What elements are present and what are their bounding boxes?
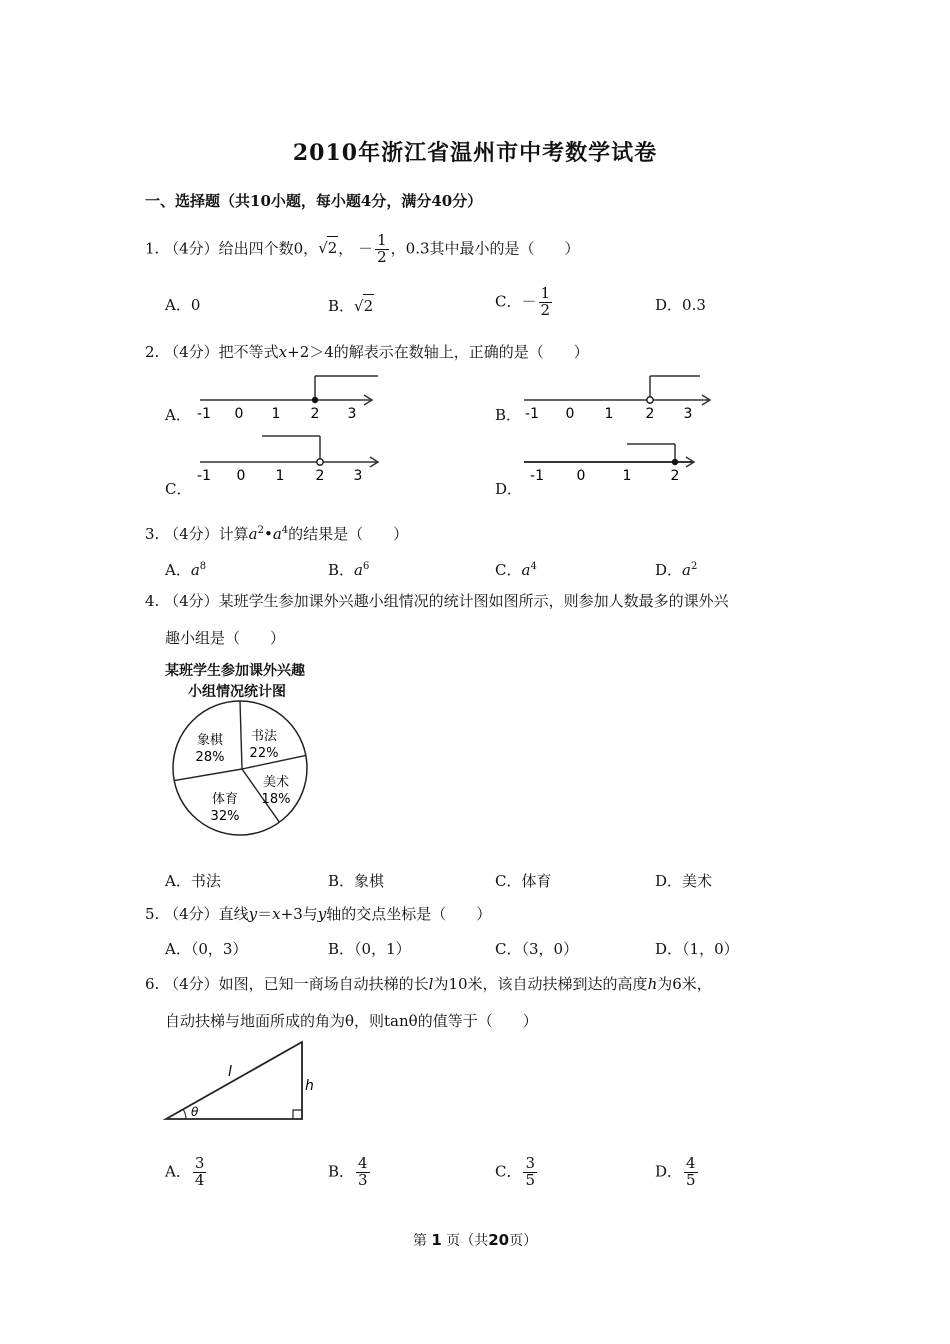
page-number: 1 xyxy=(431,1231,442,1249)
q5-option-a[interactable]: A．（0，3） xyxy=(165,940,248,958)
question-3: 3. （4分）计算$a^2•a^4$的结果是（ ） xyxy=(145,525,409,543)
slice-label-xiangqi: 象棋 xyxy=(196,733,224,748)
question-number: 3. xyxy=(145,525,160,543)
tick-label: -1 xyxy=(530,468,544,484)
question-score: （4分） xyxy=(164,239,219,258)
question-number: 1. xyxy=(145,239,160,258)
page-total: 20 xyxy=(488,1231,510,1249)
label-h: h xyxy=(305,1078,314,1094)
question-number: 6. xyxy=(145,975,160,993)
question-score: （4分） xyxy=(164,343,219,361)
slice-value-tiyu: 32% xyxy=(210,809,240,824)
page-footer: 第 1 页（共20页） xyxy=(412,1231,538,1249)
tick-label: -1 xyxy=(197,406,211,422)
q1-option-d[interactable]: D．0.3 xyxy=(655,296,706,314)
sqrt-expression: √2 xyxy=(318,236,338,259)
question-score: （4分） xyxy=(164,525,219,543)
tick-label: 0 xyxy=(234,406,244,422)
slice-label-tiyu: 体育 xyxy=(211,792,239,807)
q6-option-a[interactable]: A． $\frac{3}{4}$ xyxy=(165,1154,205,1189)
escalator-triangle xyxy=(160,1036,320,1126)
pie-chart-title-2: 小组情况统计图 xyxy=(188,684,286,700)
label-theta: θ xyxy=(191,1105,199,1119)
q6-option-c[interactable]: C． $\frac{3}{5}$ xyxy=(495,1154,536,1189)
q6-option-d[interactable]: D． $\frac{4}{5}$ xyxy=(655,1154,696,1189)
q4-option-d[interactable]: D．美术 xyxy=(655,872,713,890)
slice-label-shufa: 书法 xyxy=(250,729,278,744)
question-5: 5. （4分）直线y＝x+3与y轴的交点坐标是（ ） xyxy=(145,905,492,923)
q3-option-c[interactable]: C．$a^4$ xyxy=(495,561,537,579)
question-score: （4分） xyxy=(164,975,219,993)
question-number: 2. xyxy=(145,343,160,361)
question-6: 6. （4分）如图，已知一商场自动扶梯的长l为10米，该自动扶梯到达的高度h为6米， xyxy=(145,975,712,993)
q2-option-a[interactable]: A． xyxy=(165,406,191,424)
question-2: 2. （4分）把不等式x+2＞4的解表示在数轴上，正确的是（ ） xyxy=(145,343,589,361)
question-number: 4. xyxy=(145,592,160,610)
q5-option-c[interactable]: C．（3，0） xyxy=(495,940,579,958)
tick-label: 2 xyxy=(670,468,680,484)
pie-slice-boundary xyxy=(174,769,242,781)
tick-label: 0 xyxy=(236,468,246,484)
q4-option-b[interactable]: B．象棋 xyxy=(328,872,385,890)
tick-label: -1 xyxy=(197,468,211,484)
q2-option-d[interactable]: D． xyxy=(495,480,523,498)
tick-label: 2 xyxy=(645,406,655,422)
pie-slice-boundary xyxy=(240,701,242,769)
q4-option-a[interactable]: A．书法 xyxy=(165,872,221,890)
slice-label-meishu: 美术 xyxy=(262,775,290,790)
tick-label: -1 xyxy=(525,406,539,422)
question-text: 给出四个数0， xyxy=(218,239,319,258)
tick-label: 0 xyxy=(576,468,586,484)
tick-label: 2 xyxy=(315,468,325,484)
question-text: ，0.3其中最小的是（ ） xyxy=(390,239,580,258)
question-score: （4分） xyxy=(164,905,219,923)
q3-option-a[interactable]: A．$a^8$ xyxy=(165,561,207,579)
number-line-c[interactable] xyxy=(190,428,390,490)
q1-option-b[interactable]: B．√2 xyxy=(328,294,374,317)
number-line-b[interactable] xyxy=(520,368,720,428)
q1-option-c[interactable]: C．－ $\frac{1}{2}$ xyxy=(495,284,551,319)
q2-option-c[interactable]: C． xyxy=(165,480,192,498)
question-4-cont: 趣小组是（ ） xyxy=(165,629,286,647)
paper-title: 2010年浙江省温州市中考数学试卷 xyxy=(292,140,658,166)
q4-option-c[interactable]: C．体育 xyxy=(495,872,552,890)
q3-option-b[interactable]: B．$a^6$ xyxy=(328,561,370,579)
question-1: 1. （4分）给出四个数0，√2， － $\frac{1}{2}$ ，0.3其中最小的是（ ） xyxy=(145,231,580,266)
tick-label: 3 xyxy=(347,406,357,422)
open-point xyxy=(647,397,653,403)
tick-label: 3 xyxy=(353,468,363,484)
tick-label: 1 xyxy=(271,406,281,422)
slice-value-xiangqi: 28% xyxy=(195,750,225,765)
tick-label: 0 xyxy=(565,406,575,422)
tick-label: 2 xyxy=(310,406,320,422)
tick-label: 1 xyxy=(622,468,632,484)
number-line-a[interactable] xyxy=(190,368,390,428)
slice-value-meishu: 18% xyxy=(261,792,291,807)
q6-option-b[interactable]: B． $\frac{4}{3}$ xyxy=(328,1154,368,1189)
q5-option-b[interactable]: B．（0，1） xyxy=(328,940,411,958)
fraction: $\frac{1}{2}$ xyxy=(377,231,387,266)
label-l: l xyxy=(228,1064,232,1080)
closed-point xyxy=(312,397,318,403)
open-point xyxy=(317,459,323,465)
q1-option-a[interactable]: A．0 xyxy=(165,296,201,314)
pie-chart-title-1: 某班学生参加课外兴趣 xyxy=(165,663,305,679)
section-heading: 一、选择题（共10小题，每小题4分，满分40分） xyxy=(145,192,483,210)
closed-point xyxy=(672,459,678,465)
tick-label: 3 xyxy=(683,406,693,422)
pie-chart xyxy=(160,700,320,840)
tick-label: 1 xyxy=(604,406,614,422)
tick-label: 1 xyxy=(275,468,285,484)
slice-value-shufa: 22% xyxy=(249,746,279,761)
q5-option-d[interactable]: D．（1，0） xyxy=(655,940,739,958)
question-score: （4分） xyxy=(164,592,219,610)
q2-option-b[interactable]: B． xyxy=(495,406,522,424)
question-4: 4. （4分）某班学生参加课外兴趣小组情况的统计图如图所示，则参加人数最多的课外兴 xyxy=(145,592,729,610)
number-line-d[interactable] xyxy=(520,434,705,490)
question-number: 5. xyxy=(145,905,160,923)
q3-option-d[interactable]: D．$a^2$ xyxy=(655,561,698,579)
question-6-cont: 自动扶梯与地面所成的角为θ，则tanθ的值等于（ ） xyxy=(165,1012,538,1030)
